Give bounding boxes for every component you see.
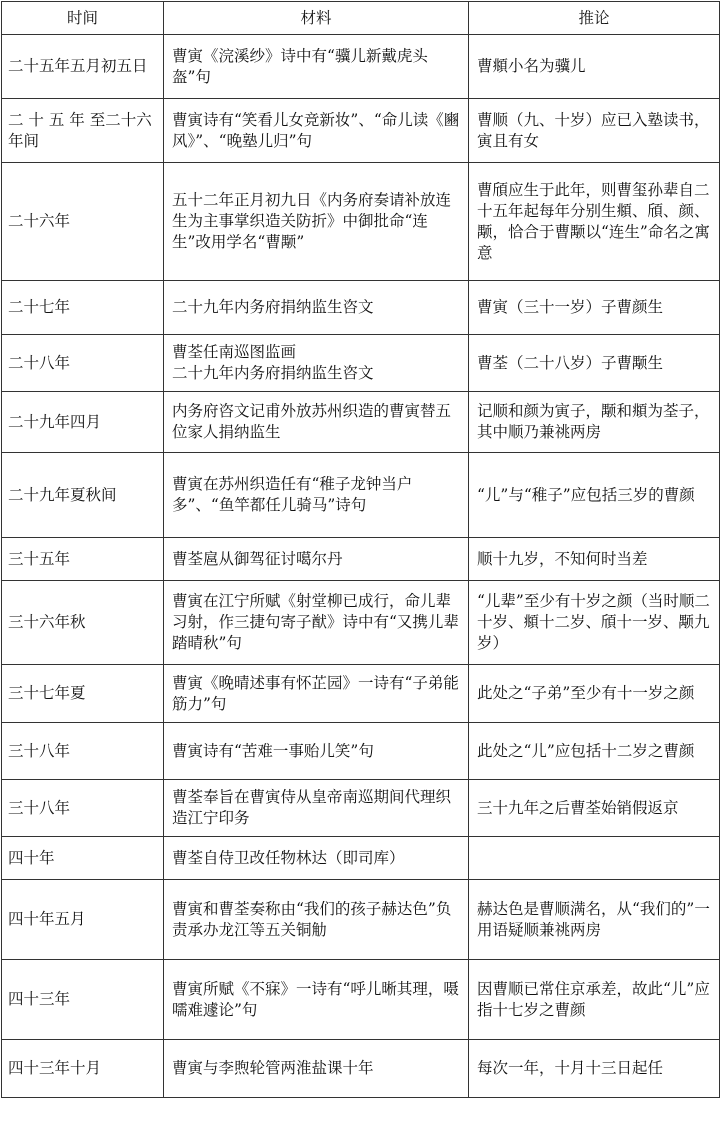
material-cell: 曹寅在苏州织造任有“稚子龙钟当户多”、“鱼竿都任儿骑马”诗句 <box>164 453 469 538</box>
table-row <box>2 335 720 392</box>
table-row <box>2 723 720 780</box>
inference-cell: 曹顺（九、十岁）应已入塾读书，寅且有女 <box>469 99 720 163</box>
table-row <box>2 960 720 1040</box>
material-cell: 五十二年正月初九日《内务府奏请补放连生为主事掌织造关防折》中御批命“连生”改用学名“曹颙” <box>164 163 469 281</box>
time-cell: 四十年五月 <box>2 880 164 960</box>
table-row <box>2 665 720 723</box>
inference-cell: 顺十九岁，不知何时当差 <box>469 538 720 581</box>
material-cell: 曹寅《浣溪纱》诗中有“骥儿新戴虎头盔”句 <box>164 35 469 99</box>
time-cell: 二十八年 <box>2 335 164 392</box>
header-row <box>2 2 720 35</box>
inference-cell: 曹頫小名为骥儿 <box>469 35 720 99</box>
table-row <box>2 453 720 538</box>
inference-cell: 曹寅（三十一岁）子曹颜生 <box>469 281 720 335</box>
material-cell: 曹寅诗有“苦难一事贻儿笑”句 <box>164 723 469 780</box>
material-cell: 曹寅《晚晴述事有怀芷园》一诗有“子弟能筋力”句 <box>164 665 469 723</box>
inference-cell: 赫达色是曹顺满名，从“我们的”一用语疑顺兼祧两房 <box>469 880 720 960</box>
table-row <box>2 780 720 837</box>
inference-cell: 因曹顺已常住京承差，故此“儿”应指十七岁之曹颜 <box>469 960 720 1040</box>
table-row <box>2 163 720 281</box>
inference-cell: 此处之“儿”应包括十二岁之曹颜 <box>469 723 720 780</box>
time-cell: 四十三年 <box>2 960 164 1040</box>
time-cell: 二十五年五月初五日 <box>2 35 164 99</box>
inference-cell: 三十九年之后曹荃始销假返京 <box>469 780 720 837</box>
table-row <box>2 538 720 581</box>
header-inference: 推论 <box>469 2 720 35</box>
material-cell: 曹寅与李煦轮管两淮盐课十年 <box>164 1040 469 1098</box>
table-row <box>2 880 720 960</box>
material-cell: 曹寅和曹荃奏称由“我们的孩子赫达色”负责承办龙江等五关铜觔 <box>164 880 469 960</box>
material-cell: 曹荃任南巡图监画 二十九年内务府捐纳监生咨文 <box>164 335 469 392</box>
material-cell: 内务府咨文记甫外放苏州织造的曹寅替五位家人捐纳监生 <box>164 392 469 453</box>
inference-cell: 每次一年，十月十三日起任 <box>469 1040 720 1098</box>
header-time: 时间 <box>2 2 164 35</box>
inference-cell: 此处之“子弟”至少有十一岁之颜 <box>469 665 720 723</box>
inference-cell: 曹荃（二十八岁）子曹颙生 <box>469 335 720 392</box>
material-cell: 曹寅在江宁所赋《射堂柳已成行，命儿辈习射，作三捷句寄子猷》诗中有“又携儿辈踏晴秋”句 <box>164 581 469 665</box>
time-cell: 三十五年 <box>2 538 164 581</box>
time-cell: 二十六年 <box>2 163 164 281</box>
material-cell: 曹荃奉旨在曹寅侍从皇帝南巡期间代理织造江宁印务 <box>164 780 469 837</box>
time-cell: 二十七年 <box>2 281 164 335</box>
time-cell: 二十九年夏秋间 <box>2 453 164 538</box>
table-row <box>2 837 720 880</box>
inference-cell: “儿辈”至少有十岁之颜（当时顺二十岁、頫十二岁、頎十一岁、颙九岁） <box>469 581 720 665</box>
time-cell: 三十六年秋 <box>2 581 164 665</box>
material-cell: 曹寅诗有“笑看儿女竞新妆”、“命儿读《豳风》”、“晚塾儿归”句 <box>164 99 469 163</box>
header-material: 材料 <box>164 2 469 35</box>
table-row <box>2 392 720 453</box>
material-cell: 二十九年内务府捐纳监生咨文 <box>164 281 469 335</box>
inference-cell: “儿”与“稚子”应包括三岁的曹颜 <box>469 453 720 538</box>
time-cell: 四十年 <box>2 837 164 880</box>
time-cell: 二十九年四月 <box>2 392 164 453</box>
material-cell: 曹寅所赋《不寐》一诗有“呼儿晰其理，嗫嚅难遽论”句 <box>164 960 469 1040</box>
inference-cell: 曹頎应生于此年，则曹玺孙辈自二十五年起每年分别生頫、頎、颜、颙，恰合于曹颙以“连生”命名之寓意 <box>469 163 720 281</box>
table-row <box>2 281 720 335</box>
table-row <box>2 99 720 163</box>
time-cell: 四十三年十月 <box>2 1040 164 1098</box>
time-cell: 三十八年 <box>2 723 164 780</box>
material-cell: 曹荃自侍卫改任物林达（即司库） <box>164 837 469 880</box>
material-cell: 曹荃扈从御驾征讨噶尔丹 <box>164 538 469 581</box>
table-row <box>2 35 720 99</box>
chronology-table <box>1 1 720 1098</box>
table-row <box>2 581 720 665</box>
inference-cell <box>469 837 720 880</box>
inference-cell: 记顺和颜为寅子，颙和頫为荃子，其中顺乃兼祧两房 <box>469 392 720 453</box>
table-row <box>2 1040 720 1098</box>
time-cell: 三十八年 <box>2 780 164 837</box>
time-cell: 三十七年夏 <box>2 665 164 723</box>
time-cell: 二 十 五 年 至二十六年间 <box>2 99 164 163</box>
